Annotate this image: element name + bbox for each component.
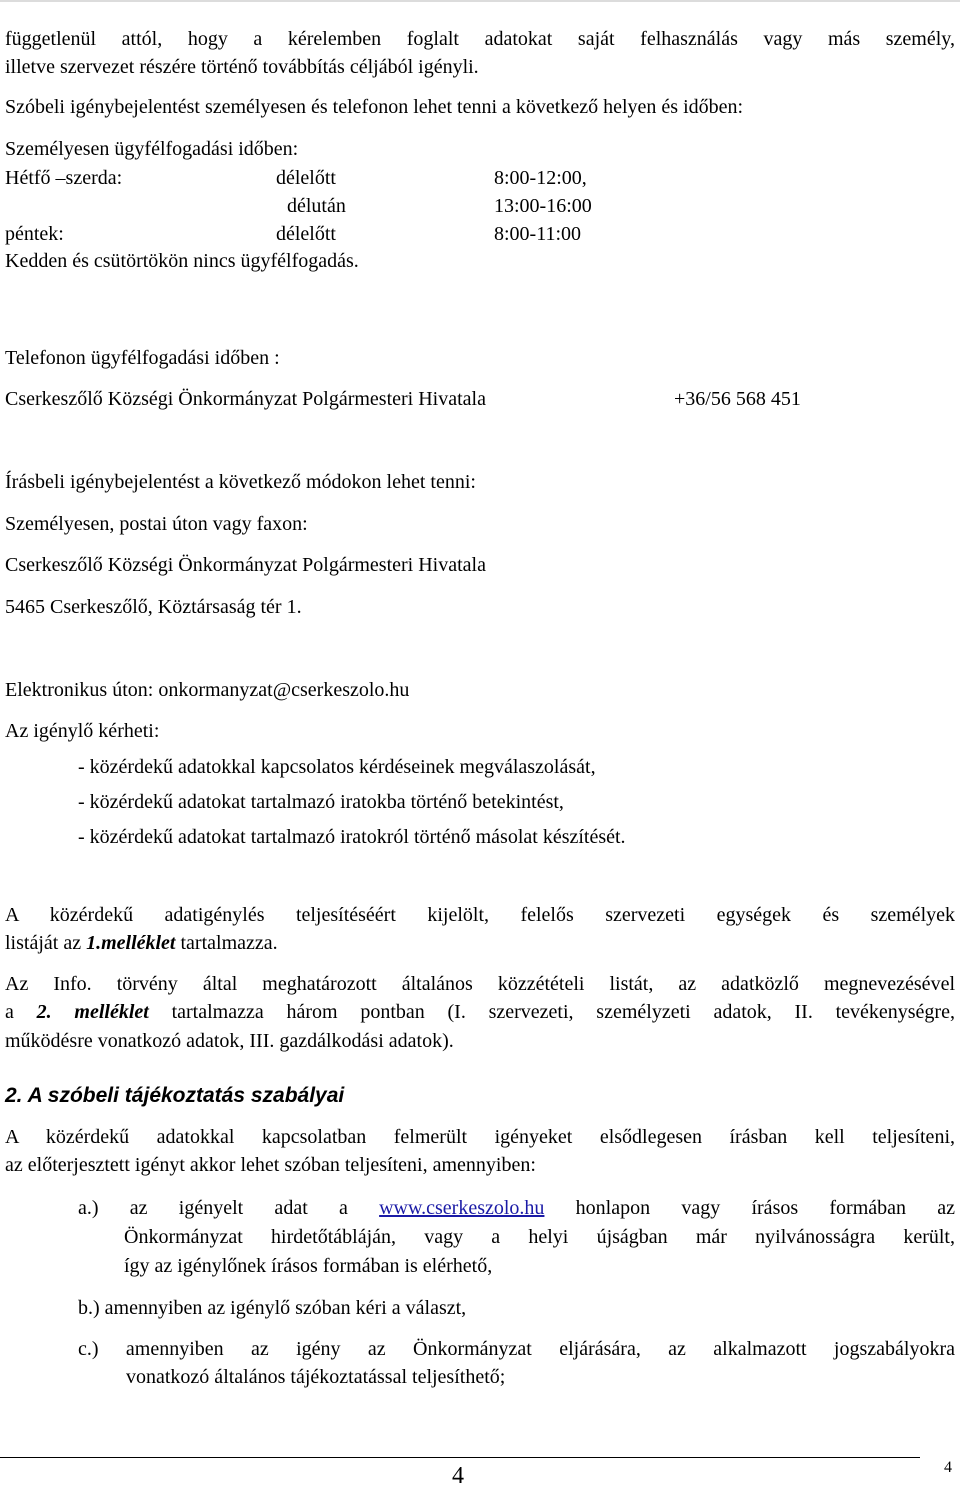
section2-para-line-2: az előterjesztett igényt akkor lehet szóban teljesíteni, amennyiben: <box>5 1154 536 1176</box>
schedule-time: 13:00-16:00 <box>494 195 592 217</box>
annex1-line-2: listáját az 1.melléklet tartalmazza. <box>5 932 278 954</box>
page-number: 4 <box>452 1463 464 1489</box>
schedule-time: 8:00-12:00, <box>494 167 587 189</box>
written-heading: Írásbeli igénybejelentést a következő módokon lehet tenni: <box>5 471 476 493</box>
page-number-corner: 4 <box>944 1459 952 1476</box>
request-item: - közérdekű adatokat tartalmazó iratokról történő másolat készítését. <box>78 826 626 848</box>
requests-heading: Az igénylő kérheti: <box>5 720 160 742</box>
annex2-reference: 2. melléklet <box>36 1001 149 1023</box>
page-top-rule <box>0 0 960 2</box>
in-person-heading: Személyesen ügyfélfogadási időben: <box>5 138 299 160</box>
intro-line-2: illetve szervezet részére történő továbbítás céljából igényli. <box>5 56 479 78</box>
schedule-time: 8:00-11:00 <box>494 223 582 245</box>
written-mode: Személyesen, postai úton vagy faxon: <box>5 513 308 535</box>
annex2-line-2: a 2. melléklet tartalmazza három pontban (I. szervezeti, személyzeti adatok, II. tevékenységre, <box>5 1001 955 1023</box>
condition-item-a-line-3: így az igénylőnek írásos formában is elérhető, <box>124 1255 493 1277</box>
section-heading: 2. A szóbeli tájékoztatás szabályai <box>5 1084 345 1107</box>
schedule-part: délelőtt <box>276 223 336 245</box>
electronic-contact: Elektronikus úton: onkormanyzat@cserkeszolo.hu <box>5 679 410 701</box>
written-address: 5465 Cserkeszőlő, Köztársaság tér 1. <box>5 596 302 618</box>
schedule-part: délután <box>287 195 346 217</box>
website-link[interactable]: www.cserkeszolo.hu <box>379 1197 545 1219</box>
intro-line-1: függetlenül attól, hogy a kérelemben foglalt adatokat saját felhasználás vagy más személy, <box>5 28 955 50</box>
schedule-note: Kedden és csütörtökön nincs ügyfélfogadás. <box>5 250 359 272</box>
phone-heading: Telefonon ügyfélfogadási időben : <box>5 347 280 369</box>
annex2-line-1: Az Info. törvény által meghatározott általános közzétételi listát, az adatközlő megnevezésével <box>5 973 955 995</box>
condition-item-c: c.) amennyiben az igény az Önkormányzat eljárására, az alkalmazott jogszabályokra <box>78 1338 955 1360</box>
annex1-reference: 1.melléklet <box>86 932 176 954</box>
schedule-day: péntek: <box>5 223 64 245</box>
condition-item-b: b.) amennyiben az igénylő szóban kéri a választ, <box>78 1297 467 1319</box>
section2-para-line-1: A közérdekű adatokkal kapcsolatban felmerült igényeket elsődlegesen írásban kell teljesíteni, <box>5 1126 955 1148</box>
condition-item-c-line-2: vonatkozó általános tájékoztatással teljesíthető; <box>126 1366 506 1388</box>
annex1-line-1: A közérdekű adatigénylés teljesítéséért kijelölt, felelős szervezeti egységek és személyek <box>5 904 955 926</box>
written-office-name: Cserkeszőlő Községi Önkormányzat Polgármesteri Hivatala <box>5 554 486 576</box>
phone-office-name: Cserkeszőlő Községi Önkormányzat Polgármesteri Hivatala <box>5 388 486 410</box>
schedule-part: délelőtt <box>276 167 336 189</box>
footer-rule <box>0 1457 920 1458</box>
request-item: - közérdekű adatokat tartalmazó iratokba történő betekintést, <box>78 791 564 813</box>
phone-number: +36/56 568 451 <box>674 388 801 410</box>
schedule-day: Hétfő –szerda: <box>5 167 123 189</box>
condition-item-a-line-2: Önkormányzat hirdetőtábláján, vagy a helyi újságban már nyilvánosságra került, <box>124 1226 955 1248</box>
annex2-line-3: működésre vonatkozó adatok, III. gazdálkodási adatok). <box>5 1030 454 1052</box>
condition-item-a: a.) az igényelt adat a www.cserkeszolo.hu honlapon vagy írásos formában az <box>78 1197 955 1219</box>
request-item: - közérdekű adatokkal kapcsolatos kérdéseinek megválaszolását, <box>78 756 596 778</box>
oral-request-intro: Szóbeli igénybejelentést személyesen és telefonon lehet tenni a következő helyen és időben: <box>5 96 744 118</box>
